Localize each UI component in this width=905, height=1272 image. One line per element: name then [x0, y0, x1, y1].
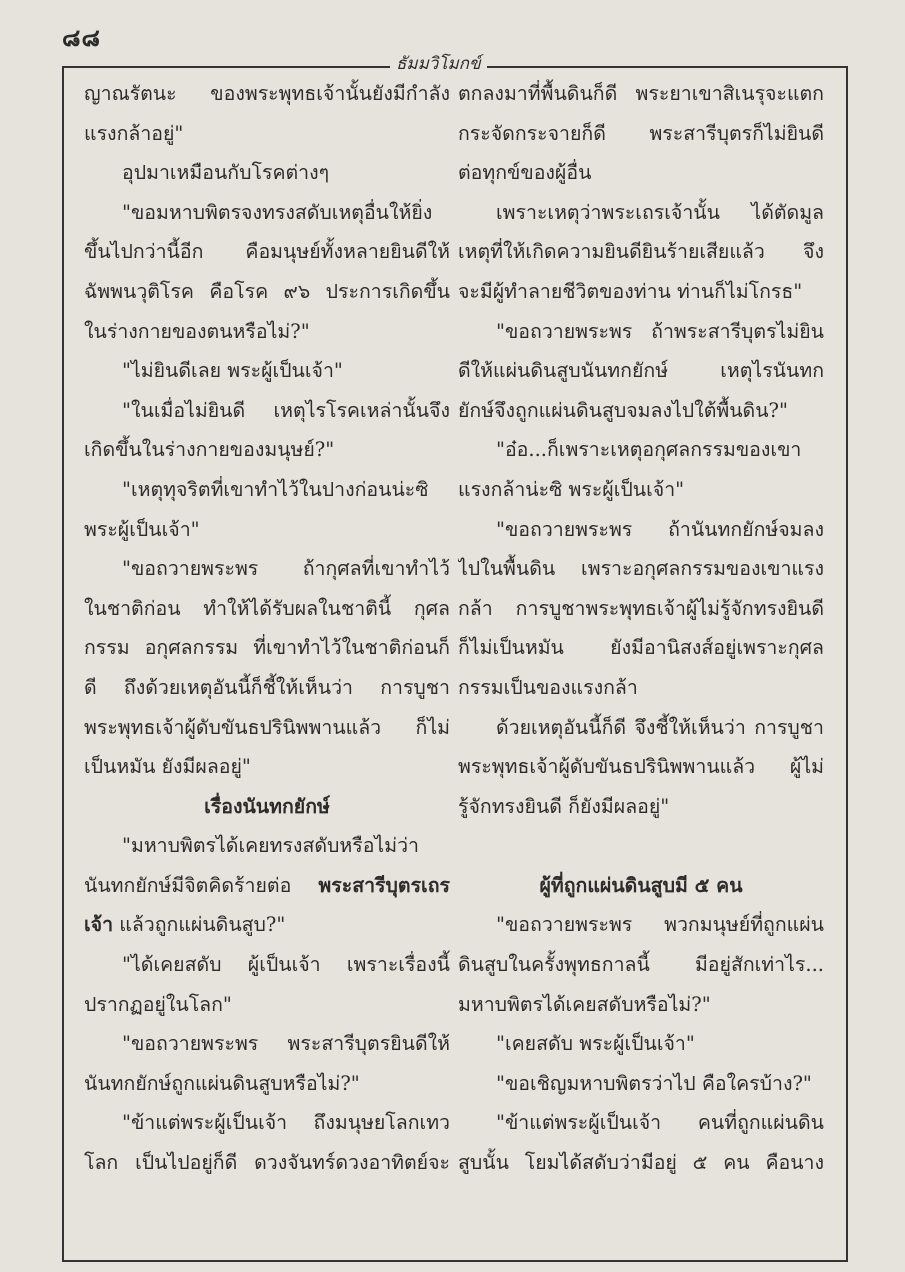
- line-text: กรรมเป็นของแรงกล้า: [458, 675, 638, 699]
- line-text: เหตุที่ให้เกิดความยินดียินร้ายเสียแล้ว จึง: [458, 240, 824, 264]
- line-text: "ไม่ยินดีเลย พระผู้เป็นเจ้า": [122, 359, 343, 383]
- line-text: พระผู้เป็นเจ้า": [84, 517, 200, 541]
- section-heading: [84, 787, 450, 827]
- line-text: "ขอถวายพระพร ถ้ากุศลที่เขาทำไว้: [122, 557, 450, 581]
- line-text: "ขอถวายพระพร พวกมนุษย์ที่ถูกแผ่น: [496, 913, 824, 937]
- text-line: [84, 74, 450, 114]
- text-line: [458, 985, 824, 1025]
- line-text: รู้จักทรงยินดี ก็ยังมีผลอยู่": [458, 794, 670, 818]
- text-line: [84, 312, 450, 352]
- text-line: [458, 312, 824, 352]
- text-line: [84, 1103, 450, 1143]
- line-text: ดีให้แผ่นดินสูบนันทกยักษ์ เหตุไรนันทก: [458, 359, 824, 383]
- line-text: นันทกยักษ์ถูกแผ่นดินสูบหรือไม่?": [84, 1071, 360, 1095]
- line-text: ในชาติก่อน ทำให้ได้รับผลในชาตินี้ กุศล: [84, 596, 450, 620]
- text-line: [84, 232, 450, 272]
- text-line: [84, 708, 450, 748]
- text-line: [84, 153, 450, 193]
- right-column: [458, 74, 824, 1183]
- line-text: ดี ถึงด้วยเหตุอันนี้ก็ชี้ให้เห็นว่า การบูชา: [84, 675, 450, 699]
- line-text: พระพุทธเจ้าผู้ดับขันธปรินิพพานแล้ว ผู้ไม่: [458, 755, 824, 779]
- text-line: [84, 351, 450, 391]
- text-line: [458, 668, 824, 708]
- text-line: [458, 272, 824, 312]
- text-line: [458, 74, 824, 114]
- text-line: [458, 787, 824, 827]
- text-line: [458, 549, 824, 589]
- line-text: ญาณรัตนะ ของพระพุทธเจ้านั้นยังมีกำลัง: [84, 82, 450, 105]
- line-text: ไปในพื้นดิน เพราะอกุศลกรรมของเขาแรง: [458, 557, 824, 581]
- text-line: [458, 114, 824, 154]
- text-line: [84, 668, 450, 708]
- line-text: "ในเมื่อไม่ยินดี เหตุไรโรคเหล่านั้นจึง: [122, 398, 450, 422]
- text-line: [458, 430, 824, 470]
- line-text: "ข้าแต่พระผู้เป็นเจ้า ถึงมนุษยโลกเทว: [122, 1111, 450, 1135]
- text-line: [84, 470, 450, 510]
- line-text: ยักษ์จึงถูกแผ่นดินสูบจมลงไปใต้พื้นดิน?": [458, 398, 788, 422]
- line-text: สูบนั้น โยมได้สดับว่ามีอยู่ ๕ คน คือนาง: [458, 1151, 824, 1175]
- blank-line: [458, 826, 824, 866]
- section-heading: [458, 866, 824, 906]
- text-line: [458, 232, 824, 272]
- text-line: [458, 589, 824, 629]
- line-text: มหาบพิตรได้เคยสดับหรือไม่?": [458, 992, 711, 1016]
- text-line: [458, 1024, 824, 1064]
- running-header: ธัมมวิโมกข์: [390, 50, 487, 77]
- text-line: [84, 866, 450, 906]
- line-text: ในร่างกายของตนหรือไม่?": [84, 319, 310, 343]
- text-line: [458, 1143, 824, 1183]
- text-line: [458, 510, 824, 550]
- text-line: [84, 1143, 450, 1183]
- line-text: "ขอถวายพระพร ถ้าพระสารีบุตรไม่ยิน: [496, 319, 824, 343]
- text-line: [458, 628, 824, 668]
- line-text: "เหตุทุจริตที่เขาทำไว้ในปางก่อนน่ะซิ: [122, 477, 429, 501]
- text-line: [84, 510, 450, 550]
- page-number: ๘๘: [62, 23, 102, 52]
- text-line: [84, 826, 450, 866]
- line-text: เป็นหมัน ยังมีผลอยู่": [84, 755, 251, 779]
- line-text: "ขอมหาบพิตรจงทรงสดับเหตุอื่นให้ยิ่ง: [122, 200, 433, 224]
- text-line: [458, 945, 824, 985]
- line-text: "ขอถวายพระพร ถ้านันทกยักษ์จมลง: [496, 517, 824, 541]
- line-text: "มหาบพิตรได้เคยทรงสดับหรือไม่ว่า: [122, 834, 419, 858]
- line-text: ต่อทุกข์ของผู้อื่น: [458, 161, 592, 185]
- line-text: ด้วยเหตุอันนี้ก็ดี จึงชี้ให้เห็นว่า การบูชา: [496, 715, 824, 739]
- line-text: จะมีผู้ทำลายชีวิตของท่าน ท่านก็ไม่โกรธ": [458, 279, 803, 303]
- line-text: "ได้เคยสดับ ผู้เป็นเจ้า เพราะเรื่องนี้: [122, 953, 450, 977]
- line-text: "เคยสดับ พระผู้เป็นเจ้า": [496, 1032, 695, 1056]
- text-line: [458, 1064, 824, 1104]
- line-text: เกิดขึ้นในร่างกายของมนุษย์?": [84, 438, 335, 462]
- text-line: [84, 628, 450, 668]
- line-text: "อ๋อ...ก็เพราะเหตุอกุศลกรรมของเขา: [496, 438, 802, 462]
- text-line: [458, 708, 824, 748]
- line-text: ตกลงมาที่พื้นดินก็ดี พระยาเขาสิเนรุจะแตก: [458, 82, 824, 105]
- line-text: "ข้าแต่พระผู้เป็นเจ้า คนที่ถูกแผ่นดิน: [496, 1111, 824, 1135]
- text-line: [84, 905, 450, 945]
- text-line: [84, 391, 450, 431]
- text-line: [84, 549, 450, 589]
- line-text: โลก เป็นไปอยู่ก็ดี ดวงจันทร์ดวงอาทิตย์จะ: [84, 1151, 450, 1175]
- text-line: [84, 985, 450, 1025]
- bold-name: เจ้า: [84, 913, 114, 937]
- text-line: [458, 1103, 824, 1143]
- line-text: ก็ไม่เป็นหมัน ยังมีอานิสงส์อยู่เพราะกุศล: [458, 636, 824, 660]
- line-text: นันทกยักษ์มีจิตคิดร้ายต่อ: [84, 873, 292, 897]
- left-column: [84, 74, 450, 1183]
- text-line: [84, 114, 450, 154]
- line-text: "ขอเชิญมหาบพิตรว่าไป คือใครบ้าง?": [496, 1071, 812, 1095]
- text-line: [84, 1024, 450, 1064]
- text-line: [458, 747, 824, 787]
- line-text: ปรากฏอยู่ในโลก": [84, 992, 232, 1016]
- line-text: แรงกล้าอยู่": [84, 121, 184, 145]
- line-text: ขึ้นไปกว่านี้อีก คือมนุษย์ทั้งหลายยินดีให้: [84, 240, 450, 264]
- line-text: อุปมาเหมือนกับโรคต่างๆ: [122, 161, 330, 185]
- line-text: กรรม อกุศลกรรม ที่เขาทำไว้ในชาติก่อนก็: [84, 636, 450, 660]
- text-line: [458, 470, 824, 510]
- text-line: [458, 351, 824, 391]
- line-text: กล้า การบูชาพระพุทธเจ้าผู้ไม่รู้จักทรงยินดี: [458, 596, 824, 620]
- text-line: [84, 430, 450, 470]
- text-line: [84, 272, 450, 312]
- text-line: [84, 1064, 450, 1104]
- line-text: ฉัพพนวุติโรค คือโรค ๙๖ ประการเกิดขึ้น: [84, 279, 450, 303]
- text-line: [458, 153, 824, 193]
- text-line: [84, 945, 450, 985]
- line-text: แล้วถูกแผ่นดินสูบ?": [113, 913, 286, 937]
- text-line: [84, 589, 450, 629]
- text-line: [84, 747, 450, 787]
- bold-name: พระสารีบุตรเถร: [318, 873, 450, 897]
- text-line: [84, 193, 450, 233]
- line-text: เพราะเหตุว่าพระเถรเจ้านั้น ได้ตัดมูล: [496, 200, 824, 224]
- line-text: ผู้ที่ถูกแผ่นดินสูบมี ๕ คน: [539, 873, 743, 897]
- text-line: [458, 193, 824, 233]
- line-text: ดินสูบในครั้งพุทธกาลนี้ มีอยู่สักเท่าไร...: [458, 953, 824, 977]
- line-text: พระพุทธเจ้าผู้ดับขันธปรินิพพานแล้ว ก็ไม่: [84, 715, 450, 739]
- line-text: แรงกล้าน่ะซิ พระผู้เป็นเจ้า": [458, 477, 685, 501]
- line-text: เรื่องนันทกยักษ์: [204, 794, 330, 818]
- line-text: "ขอถวายพระพร พระสารีบุตรยินดีให้: [122, 1032, 450, 1056]
- text-line: [458, 391, 824, 431]
- line-text: กระจัดกระจายก็ดี พระสารีบุตรก็ไม่ยินดี: [458, 121, 824, 145]
- text-line: [458, 905, 824, 945]
